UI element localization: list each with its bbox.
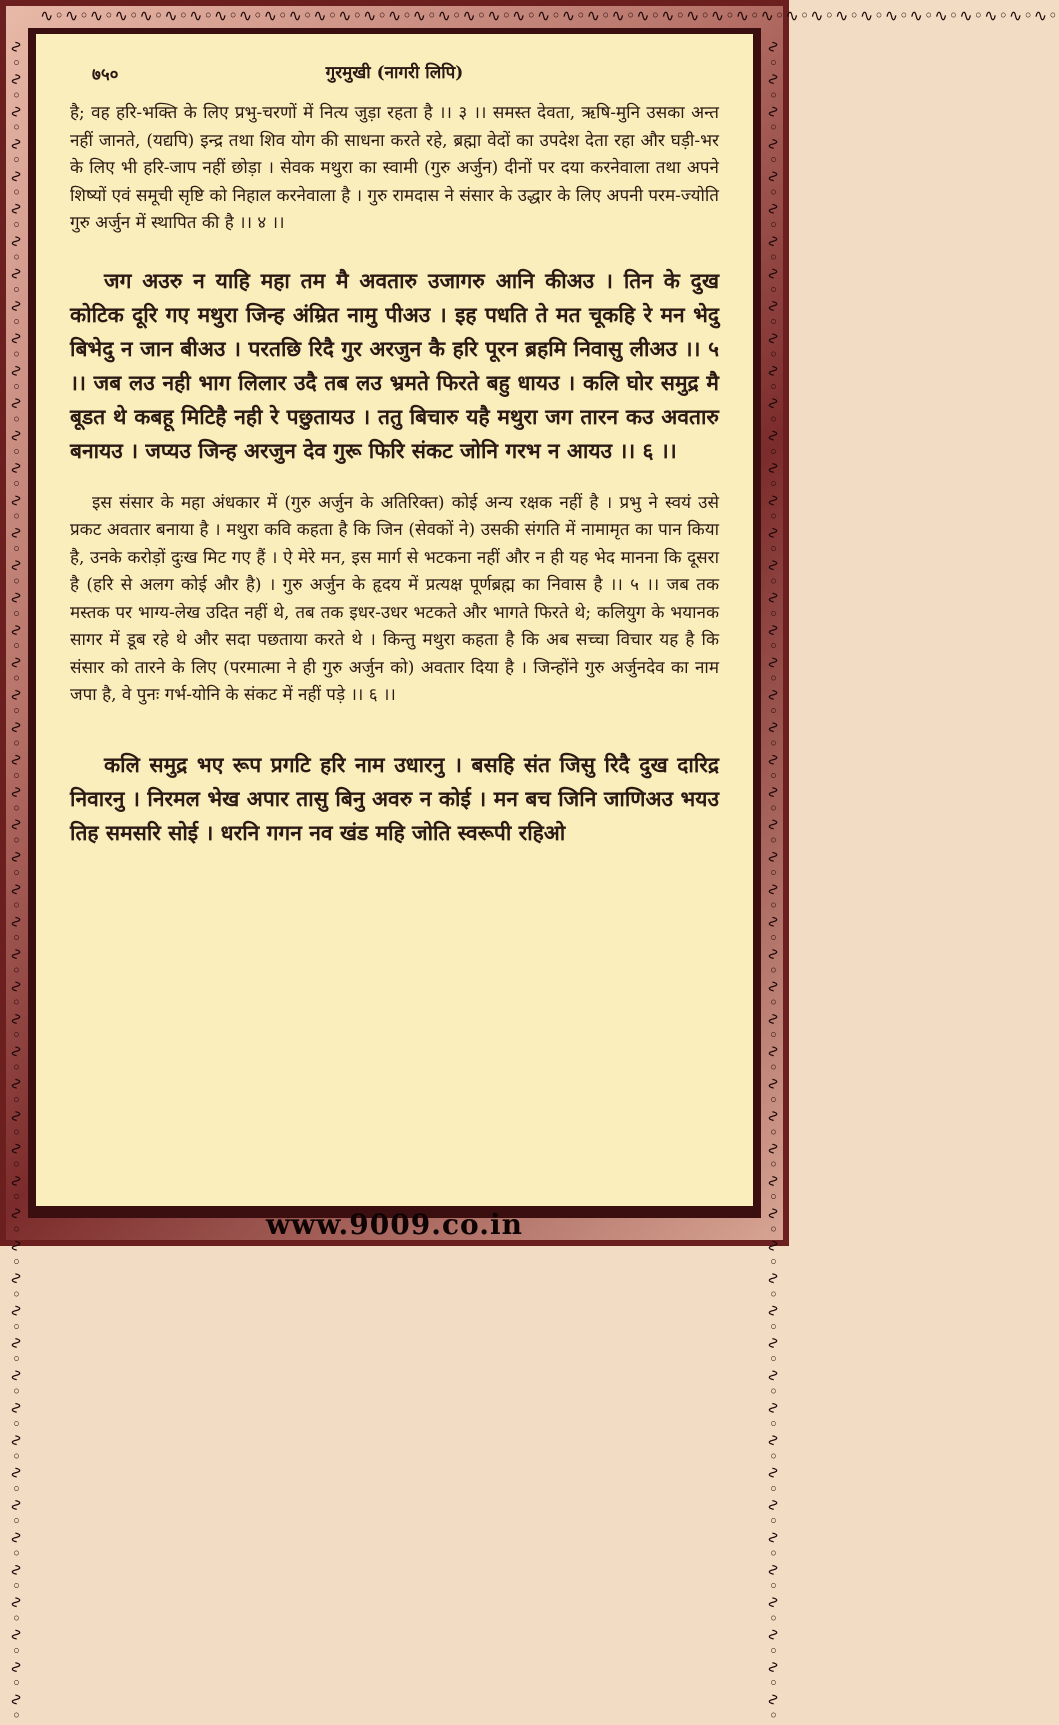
website-footer: www.9009.co.in: [266, 1208, 523, 1241]
verse-paragraph: कलि समुद्र भए रूप प्रगटि हरि नाम उधारनु । बसहि संत जिसु रिदै दुख दारिद्र निवारनु । निरमल भेख अपार तासु बिनु अवरु न कोई । मन बच जिनि जाणिअउ भयउ तिह समसरि सोई । धरनि गगन नव खंड महि जोति स्वरूपी रहिओ: [70, 751, 719, 845]
swirl-ornament-right: ∿◦∿◦∿◦∿◦∿◦∿◦∿◦∿◦∿◦∿◦∿◦∿◦∿◦∿◦∿◦∿◦∿◦∿◦∿◦∿◦∿◦∿◦∿◦∿◦∿◦∿◦∿◦∿◦∿◦∿◦∿◦∿◦∿◦∿◦∿◦∿◦∿◦∿◦∿◦∿◦∿◦∿◦∿◦∿◦∿◦∿◦∿◦∿◦∿◦∿◦∿◦∿◦: [764, 40, 783, 1725]
verse-paragraph: जग अउरु न याहि महा तम मै अवतारु उजागरु आनि कीअउ । तिन के दुख कोटिक दूरि गए मथुरा जिन्ह अंम्रित नामु पीअउ । इह पधति ते मत चूकहि रे मन भेदु बिभेदु न जान बीअउ । परतछि रिदै गुर अरजुन कै हरि पूरन ब्रहमि निवासु लीअउ ।। ५ ।। जब लउ नही भाग लिलार उदै तब लउ भ्रमते फिरते बहु धायउ । कलि घोर समुद्र मै बूडत थे कबहू मिटिहै नही रे पछुतायउ । ततु बिचारु यहै मथुरा जग तारन कउ अवतारु बनायउ । जप्यउ जिन्ह अरजुन देव गुरू फिरि संकट जोनि गरभ न आयउ ।। ६ ।।: [70, 267, 719, 463]
page-header: [70, 58, 719, 92]
swirl-ornament-left: ∿◦∿◦∿◦∿◦∿◦∿◦∿◦∿◦∿◦∿◦∿◦∿◦∿◦∿◦∿◦∿◦∿◦∿◦∿◦∿◦∿◦∿◦∿◦∿◦∿◦∿◦∿◦∿◦∿◦∿◦∿◦∿◦∿◦∿◦∿◦∿◦∿◦∿◦∿◦∿◦∿◦∿◦∿◦∿◦∿◦∿◦∿◦∿◦∿◦∿◦∿◦∿◦: [7, 40, 26, 1725]
swirl-ornament-top: ∿◦∿◦∿◦∿◦∿◦∿◦∿◦∿◦∿◦∿◦∿◦∿◦∿◦∿◦∿◦∿◦∿◦∿◦∿◦∿◦∿◦∿◦∿◦∿◦∿◦∿◦∿◦∿◦∿◦∿◦∿◦∿◦∿◦∿◦∿◦∿◦∿◦∿◦∿◦∿◦∿◦: [40, 6, 1059, 25]
translation-paragraph: इस संसार के महा अंधकार में (गुरु अर्जुन के अतिरिक्त) कोई अन्य रक्षक नहीं है । प्रभु ने स्वयं उसे प्रकट अवतार बनाया है । मथुरा कवि कहता है कि जिन (सेवकों ने) उसकी संगति में नामामृत का पान किया है, उनके करोड़ों दुःख मिट गए हैं । ऐ मेरे मन, इस मार्ग से भटकना नहीं और न ही यह भेद मानना कि दूसरा है (हरि से अलग कोई और है) । गुरु अर्जुन के हृदय में प्रत्यक्ष पूर्णब्रह्म का निवास है ।। ५ ।। जब तक मस्तक पर भाग्य-लेख उदित नहीं थे, तब तक इधर-उधर भटकते और भागते फिरते थे; कलियुग के भयानक सागर में डूब रहे थे और सदा पछताया करते थे । किन्तु मथुरा कहता है कि अब सच्चा विचार यह है कि संसार को तारने के लिए (परमात्मा ने ही गुरु अर्जुन को) अवतार दिया है । जिन्होंने गुरु अर्जुनदेव का नाम जपा है, वे पुनः गर्भ-योनि के संकट में नहीं पड़े ।। ६ ।।: [70, 492, 719, 705]
translation-paragraph: है; वह हरि-भक्ति के लिए प्रभु-चरणों में नित्य जुड़ा रहता है ।। ३ ।। समस्त देवता, ऋषि-मुनि उसका अन्त नहीं जानते, (यद्यपि) इन्द्र तथा शिव योग की साधना करते रहे, ब्रह्मा वेदों का उपदेश देता रहा और घड़ी-भर के लिए भी हरि-जाप नहीं छोड़ा । सेवक मथुरा का स्वामी (गुरु अर्जुन) दीनों पर दया करनेवाला तथा अपने शिष्यों एवं समूची सृष्टि को निहाल करनेवाला है । गुरु रामदास ने संसार के उद्धार के लिए अपनी परम-ज्योति गुरु अर्जुन में स्थापित की है ।। ४ ।।: [70, 103, 719, 233]
scripture-page: [36, 34, 753, 1206]
running-head: गुरमुखी (नागरी लिपि): [325, 63, 464, 83]
page-number: ७५०: [92, 65, 119, 85]
